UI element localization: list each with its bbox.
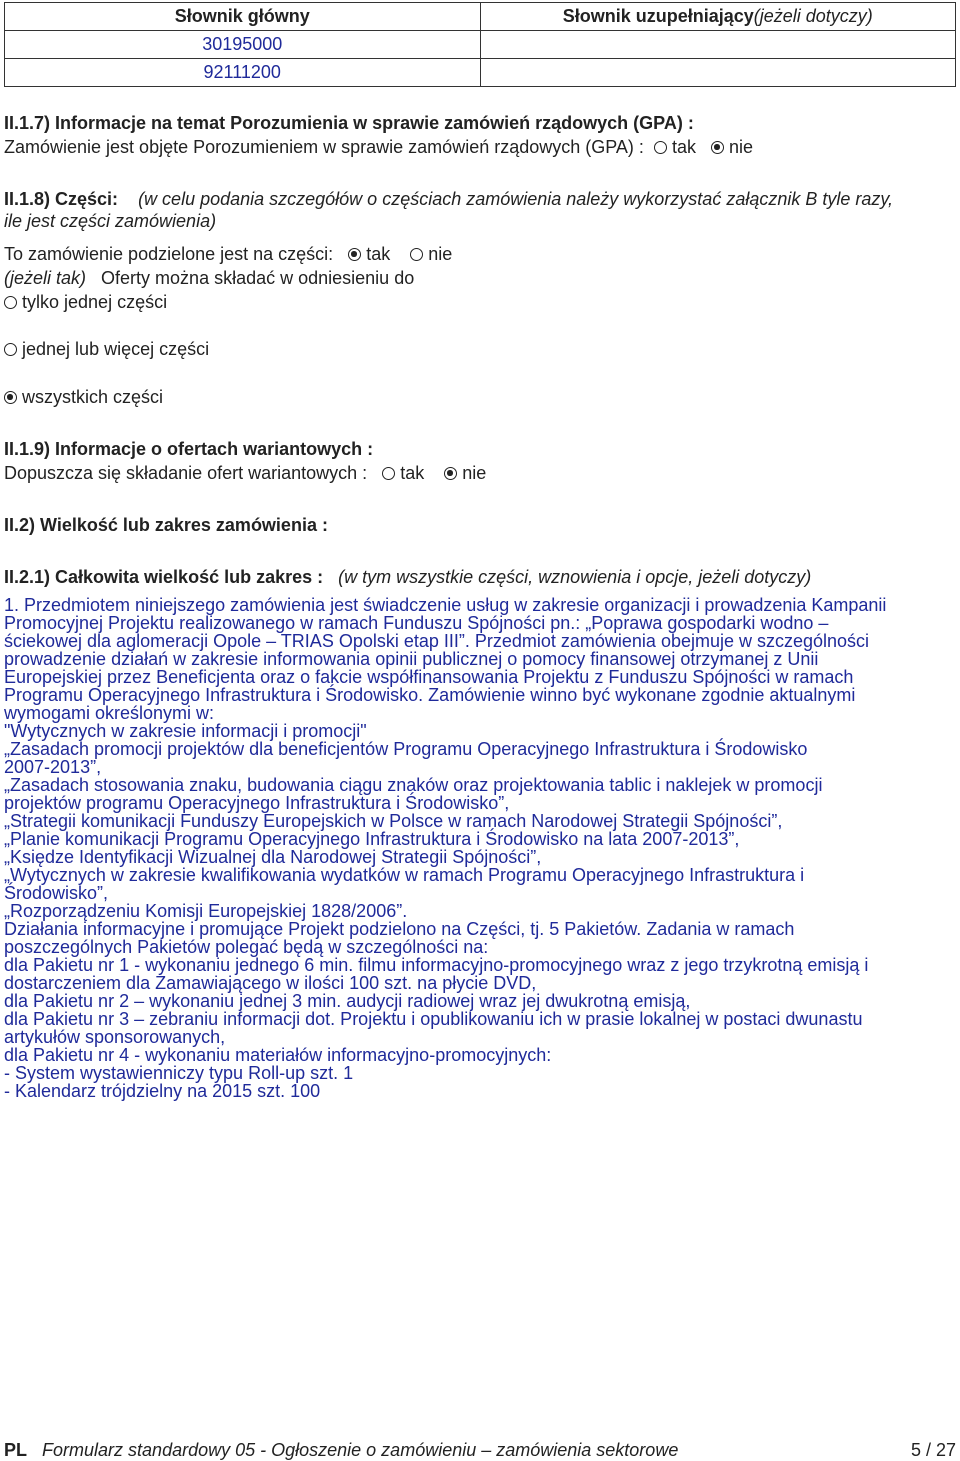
gpa-yes-label: tak: [671, 137, 696, 157]
parts-yes-radio[interactable]: [348, 248, 361, 261]
description-line: poszczególnych Pakietów polegać będą w szczególności na:: [4, 937, 489, 957]
gpa-question-row: [4, 136, 753, 158]
cpv-table: [4, 2, 956, 87]
scope-heading: II.2) Wielkość lub zakres zamówienia :: [4, 515, 328, 535]
description-line: projektów programu Operacyjnego Infrastruktura i Środowisko”,: [4, 793, 510, 813]
parts-yes-label: tak: [366, 244, 391, 264]
description-line: dla Pakietu nr 2 – wykonaniu jednej 3 min. audycji radiowej wraz jej dwukrotną emisją,: [4, 991, 691, 1011]
parts-option: [4, 338, 209, 360]
variants-no-radio[interactable]: [444, 467, 457, 480]
parts-option: [4, 291, 167, 313]
description-line: prowadzenie działań w zakresie informowania opinii publicznej o pomocy finansowej otrzymanej z Unii: [4, 649, 819, 669]
parts-heading: II.1.8) Części:: [4, 189, 119, 209]
parts-heading-note-2: ile jest części zamówienia): [4, 211, 217, 231]
description-line: Europejskiej przez Beneficjenta oraz o fakcie współfinansowania Projektu z Funduszu Spójności w ramach: [4, 667, 854, 687]
description-line: „Zasadach stosowania znaku, budowania ciągu znaków oraz projektowania tablic i naklejek w promocji: [4, 775, 823, 795]
cpv-header-supp: Słownik uzupełniający(jeżeli dotyczy): [480, 3, 956, 31]
parts-option-radio[interactable]: [4, 391, 17, 404]
scope-sub-heading-row: [4, 566, 811, 588]
gpa-no-radio[interactable]: [711, 141, 724, 154]
description-line: ściekowej dla aglomeracji Opole – TRIAS Opolski etap III”. Przedmiot zamówienia obejmuje w szczególności: [4, 631, 870, 651]
footer-form-name: Formularz standardowy 05 - Ogłoszenie o zamówieniu – zamówienia sektorowe: [42, 1440, 679, 1460]
parts-no-label: nie: [428, 244, 453, 264]
description-line: Środowisko”,: [4, 883, 109, 903]
parts-ifyes-text: Oferty można składać w odniesieniu do: [101, 268, 415, 288]
parts-option-label: wszystkich części: [22, 387, 164, 407]
parts-question-row: [4, 243, 452, 265]
variants-question: Dopuszcza się składanie ofert wariantowych :: [4, 463, 368, 483]
variants-heading: II.1.9) Informacje o ofertach wariantowych :: [4, 439, 374, 459]
footer-lang: PL: [4, 1440, 28, 1460]
description-line: wymogami określonymi w:: [4, 703, 215, 723]
cpv-code: 92111200: [5, 59, 481, 87]
description-line: „Wytycznych w zakresie kwalifikowania wydatków w ramach Programu Operacyjnego Infrastruktura i: [4, 865, 805, 885]
gpa-question: Zamówienie jest objęte Porozumieniem w sprawie zamówień rządowych (GPA) :: [4, 137, 644, 157]
description-line: Promocyjnej Projektu realizowanego w ramach Funduszu Spójności pn.: „Poprawa gospodarki wodno –: [4, 613, 829, 633]
cpv-header-row: [5, 3, 956, 31]
parts-question: To zamówienie podzielone jest na części:: [4, 244, 334, 264]
description-line: dostarczeniem dla Zamawiającego w ilości 100 szt. na płycie DVD,: [4, 973, 537, 993]
description-line: "Wytycznych w zakresie informacji i promocji": [4, 721, 367, 741]
description-line: 1. Przedmiotem niniejszego zamówienia jest świadczenie usług w zakresie organizacji i prowadzenia Kampanii: [4, 595, 887, 615]
description-line: 2007-2013”,: [4, 757, 102, 777]
description-line: „Rozporządzeniu Komisji Europejskiej 1828/2006”.: [4, 901, 408, 921]
description-line: dla Pakietu nr 4 - wykonaniu materiałów informacyjno-promocyjnych:: [4, 1045, 552, 1065]
parts-option-radio[interactable]: [4, 343, 17, 356]
cpv-supp-empty: [480, 31, 956, 59]
description-line: „Zasadach promocji projektów dla beneficjentów Programu Operacyjnego Infrastruktura i Środowisko: [4, 739, 808, 759]
parts-ifyes-label: (jeżeli tak): [4, 268, 87, 288]
description-line: artykułów sponsorowanych,: [4, 1027, 226, 1047]
gpa-yes-radio[interactable]: [654, 141, 667, 154]
gpa-heading: II.1.7) Informacje na temat Porozumienia w sprawie zamówień rządowych (GPA) :: [4, 113, 694, 133]
cpv-header-main: Słownik główny: [5, 3, 481, 31]
description-line: - System wystawienniczy typu Roll-up szt. 1: [4, 1063, 354, 1083]
description-line: „Planie komunikacji Programu Operacyjnego Infrastruktura i Środowisko na lata 2007-2013”,: [4, 829, 740, 849]
gpa-no-label: nie: [729, 137, 754, 157]
scope-description: [4, 596, 956, 1100]
description-line: dla Pakietu nr 1 - wykonaniu jednego 6 min. filmu informacyjno-promocyjnego wraz z jego trzykrotną emisją i: [4, 955, 869, 975]
footer-page-number: 5 / 27: [910, 1440, 956, 1460]
description-line: dla Pakietu nr 3 – zebraniu informacji dot. Projektu i opublikowaniu ich w prasie lokalnej w postaci dwunastu: [4, 1009, 863, 1029]
description-line: „Księdze Identyfikacji Wizualnej dla Narodowej Strategii Spójności”,: [4, 847, 542, 867]
description-line: Programu Operacyjnego Infrastruktura i Środowisko. Zamówienie winno być wykonane zgodnie aktualnymi: [4, 685, 856, 705]
parts-option-label: jednej lub więcej części: [22, 339, 210, 359]
parts-option-label: tylko jednej części: [22, 292, 168, 312]
parts-heading-note: (w celu podania szczegółów o częściach zamówienia należy wykorzystać załącznik B tyle razy,: [138, 189, 894, 209]
cpv-row: [5, 31, 956, 59]
cpv-code: 30195000: [5, 31, 481, 59]
variants-question-row: [4, 462, 486, 484]
description-line: - Kalendarz trójdzielny na 2015 szt. 100: [4, 1081, 321, 1101]
description-line: „Strategii komunikacji Funduszy Europejskich w Polsce w ramach Narodowej Strategii Spójności”,: [4, 811, 783, 831]
cpv-supp-empty: [480, 59, 956, 87]
parts-no-radio[interactable]: [410, 248, 423, 261]
parts-heading-row: [4, 188, 893, 210]
variants-no-label: nie: [462, 463, 487, 483]
parts-option: [4, 386, 163, 408]
scope-sub-heading: II.2.1) Całkowita wielkość lub zakres :: [4, 567, 324, 587]
variants-yes-radio[interactable]: [382, 467, 395, 480]
parts-option-radio[interactable]: [4, 296, 17, 309]
description-line: Działania informacyjne i promujące Projekt podzielono na Części, tj. 5 Pakietów. Zadania w ramach: [4, 919, 795, 939]
parts-ifyes-row: [4, 267, 414, 289]
page-footer: [4, 1440, 678, 1461]
cpv-row: [5, 59, 956, 87]
variants-yes-label: tak: [400, 463, 425, 483]
scope-sub-note: (w tym wszystkie części, wznowienia i opcje, jeżeli dotyczy): [338, 567, 812, 587]
